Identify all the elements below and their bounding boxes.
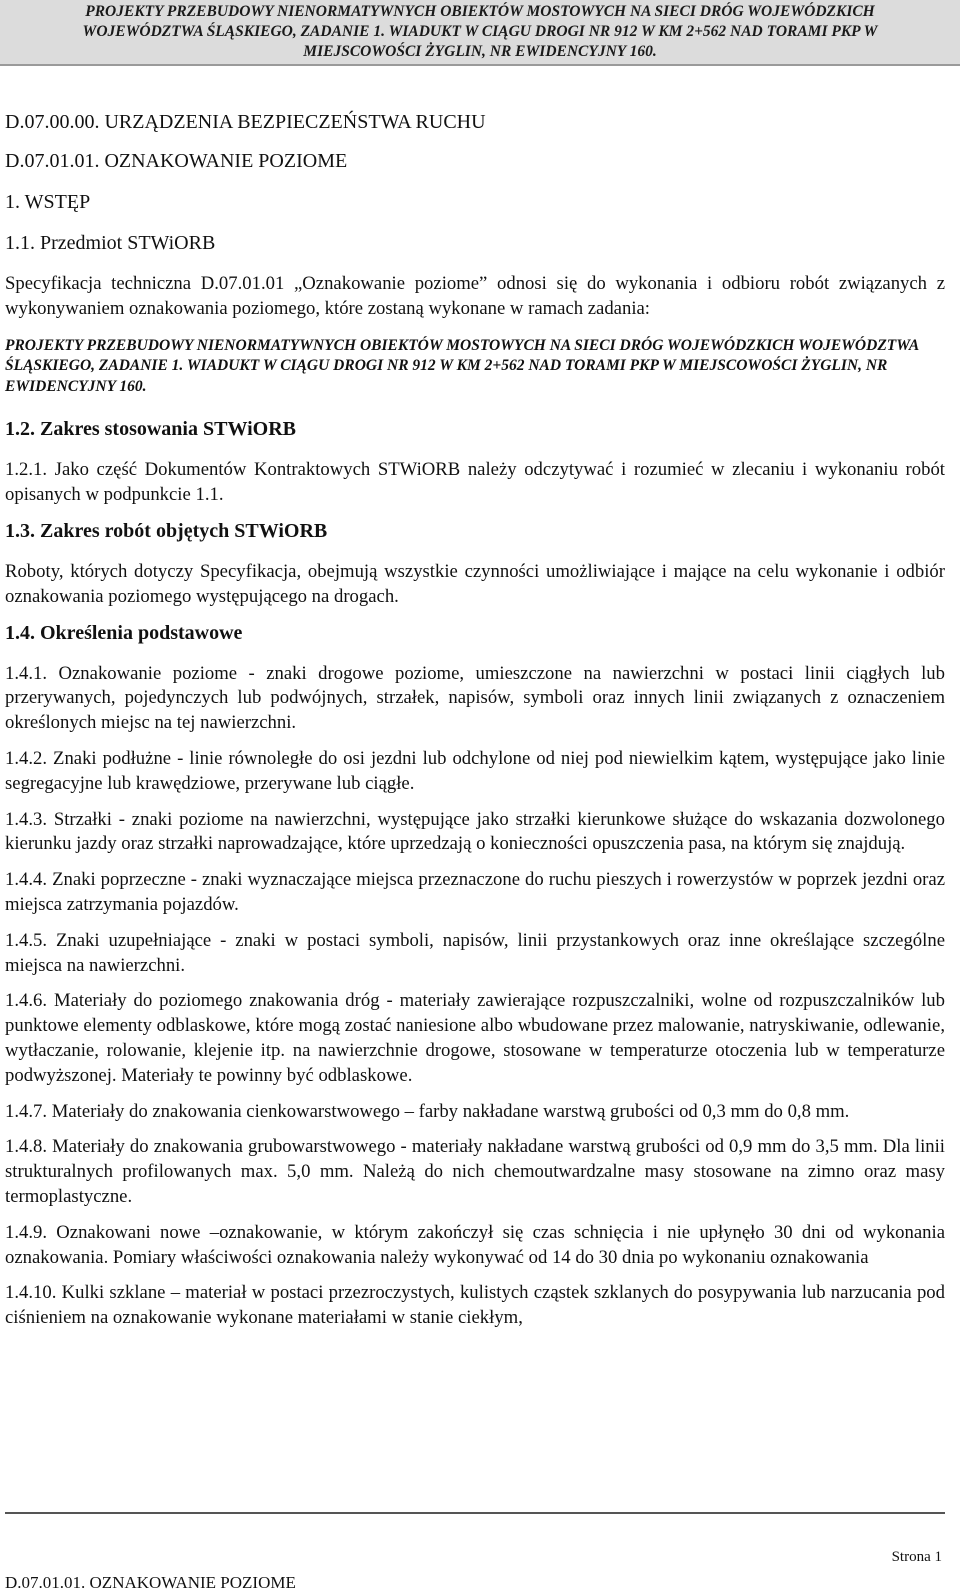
page-number: Strona 1 <box>891 1549 942 1565</box>
paragraph-1-4-4: 1.4.4. Znaki poprzeczne - znaki wyznaczające miejsca przeznaczone do ruchu pieszych i rowerzystów w poprzek jezdni oraz miejsca zatrzymania pojazdów. <box>5 869 945 915</box>
section-heading-1-1: 1.1. Przedmiot STWiORB <box>5 232 216 254</box>
intro-paragraph: Specyfikacja techniczna D.07.01.01 „Oznakowanie poziome” odnosi się do wykonania i odbioru robót związanych z wykonywaniem oznakowania poziomego, które zostaną wykonane w ramach zadania: <box>5 273 945 319</box>
header-divider <box>0 64 960 66</box>
footer-doc-title: D.07.01.01. OZNAKOWANIE POZIOME <box>5 1573 296 1592</box>
paragraph-1-4-5: 1.4.5. Znaki uzupełniające - znaki w postaci symboli, napisów, linii przystankowych oraz inne określające szczególne miejsca na nawierzchni. <box>5 929 945 976</box>
paragraph-1-4-9: 1.4.9. Oznakowani nowe –oznakowanie, w którym zakończył się czas schnięcia i nie upłynęło 30 dni od wykonania oznakowania. Pomiary właściwości oznakowania należy wykonywać od 14 do 30 dnia po wykonaniu oznakowania <box>5 1221 945 1268</box>
section-heading-1: 1. WSTĘP <box>5 191 91 213</box>
paragraph-1-3: Roboty, których dotyczy Specyfikacja, obejmują wszystkie czynności umożliwiające i mające na celu wykonanie i odbiór oznakowania poziomego występującego na drogach. <box>5 560 945 607</box>
header-line-2: WOJEWÓDZTWA ŚLĄSKIEGO, ZADANIE 1. WIADUKT W CIĄGU DROGI NR 912 W KM 2+562 NAD TORAMI PKP W <box>82 23 878 40</box>
paragraph-1-4-3: 1.4.3. Strzałki - znaki poziome na nawierzchni, występujące jako strzałki kierunkowe służące do wskazania dozwolonego kierunku jazdy oraz strzałki naprowadzające, które uprzedzają o konieczności opuszczenia pasa, na którym się znajdują. <box>5 808 945 855</box>
paragraph-1-2-1: 1.2.1. Jako część Dokumentów Kontraktowych STWiORB należy odczytywać i rozumieć w zlecaniu i wykonaniu robót opisanych w podpunkcie 1.1. <box>5 459 945 506</box>
project-name-paragraph: PROJEKTY PRZEBUDOWY NIENORMATYWNYCH OBIEKTÓW MOSTOWYCH NA SIECI DRÓG WOJEWÓDZKICH WOJEWÓDZTWA ŚLĄSKIEGO, ZADANIE 1. WIADUKT W CIĄGU DROGI NR 912 W KM 2+562 NAD TORAMI PKP W MIEJSCOWOŚCI ŻYGLIN, NR EWIDENCYJNY 160. <box>5 336 919 395</box>
page-header <box>0 0 960 64</box>
section-heading-1-4: 1.4. Określenia podstawowe <box>5 621 243 644</box>
document-body <box>5 110 945 1342</box>
paragraph-1-4-7: 1.4.7. Materiały do znakowania cienkowarstwowego – farby nakładane warstwą grubości od 0,3 mm do 0,8 mm. <box>5 1100 850 1122</box>
section-heading-1-3: 1.3. Zakres robót objętych STWiORB <box>5 519 328 542</box>
paragraph-1-4-8: 1.4.8. Materiały do znakowania grubowarstwowego - materiały nakładane warstwą grubości od 0,9 mm do 3,5 mm. Dla linii strukturalnych profilowanych max. 5,0 mm. Należą do nich chemoutwardzalne masy stosowane na zimno oraz masy termoplastyczne. <box>5 1136 945 1207</box>
spec-title: D.07.01.01. OZNAKOWANIE POZIOME <box>5 150 348 172</box>
header-line-3: MIEJSCOWOŚCI ŻYGLIN, NR EWIDENCYJNY 160. <box>303 43 657 60</box>
paragraph-1-4-1: 1.4.1. Oznakowanie poziome - znaki drogowe poziome, umieszczone na nawierzchni w postaci linii ciągłych lub przerywanych, pojedynczych lub podwójnych, strzałek, napisów, symboli oraz innych linii związanych z oznaczeniem określonych miejsc na tej nawierzchni. <box>5 662 945 734</box>
section-heading-1-2: 1.2. Zakres stosowania STWiORB <box>5 418 296 441</box>
header-line-1: PROJEKTY PRZEBUDOWY NIENORMATYWNYCH OBIEKTÓW MOSTOWYCH NA SIECI DRÓG WOJEWÓDZKICH <box>85 3 875 20</box>
paragraph-1-4-10: 1.4.10. Kulki szklane – materiał w postaci przezroczystych, kulistych cząstek szklanych do posypywania lub narzucania pod ciśnieniem na oznakowanie wykonane materiałami w stanie ciekłym, <box>5 1282 945 1329</box>
footer-divider <box>5 1512 945 1514</box>
paragraph-1-4-2: 1.4.2. Znaki podłużne - linie równoległe do osi jezdni lub odchylone od niej pod niewielkim kątem, występujące jako linie segregacyjne lub krawędziowe, przerywane lub ciągłe. <box>5 747 945 794</box>
paragraph-1-4-6: 1.4.6. Materiały do poziomego znakowania dróg - materiały zawierające rozpuszczalniki, wolne od rozpuszczalników lub punktowe elementy odblaskowe, które mogą zostać naniesione albo wbudowane przez malowanie, natryskiwanie, odlewanie, wytłaczanie, rolowanie, klejenie itp. na nawierzchnie drogowe, stosowane w temperaturze otoczenia lub w temperaturze podwyższonej. Materiały te powinny być odblaskowe. <box>5 990 945 1086</box>
chapter-title: D.07.00.00. URZĄDZENIA BEZPIECZEŃSTWA RUCHU <box>5 111 486 133</box>
